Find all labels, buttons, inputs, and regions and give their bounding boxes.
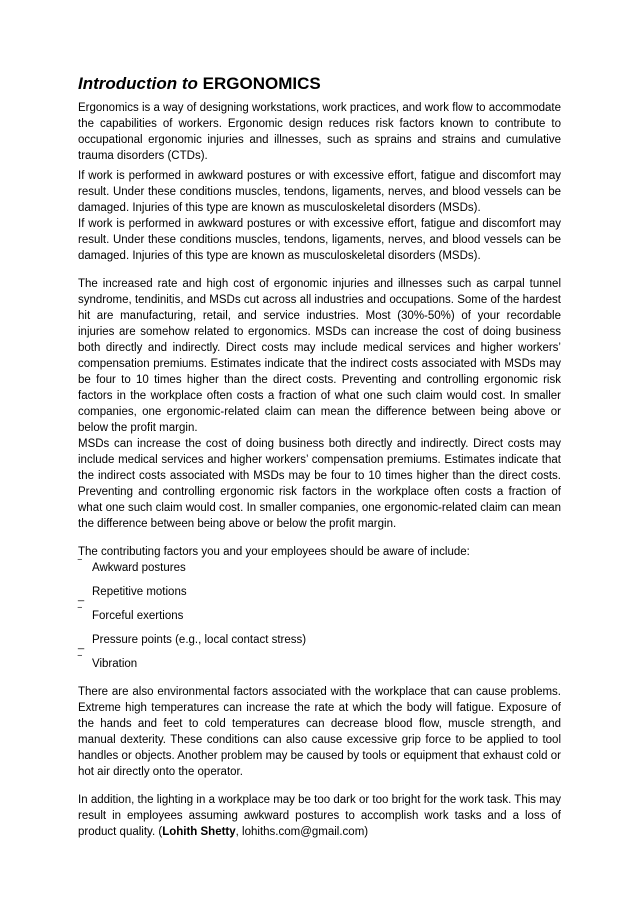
awkward-postures-paragraph-2: If work is performed in awkward postures or with excessive effort, fatigue and discomfort may result. Under these conditions muscles, tendons, ligaments, nerves, and blood vessels can be damaged. Injuries of this type are known as musculoskeletal disorders (MSDs). — [78, 218, 561, 262]
title-main: ERGONOMICS — [202, 74, 321, 93]
factors-list — [78, 560, 561, 672]
bullet-marker: _ — [78, 590, 85, 602]
awkward-postures-paragraph-1: If work is performed in awkward postures or with excessive effort, fatigue and discomfort may result. Under these conditions muscles, tendons, ligaments, nerves, and blood vessels can be damaged. Injuries of this type are known as musculoskeletal disorders (MSDs). — [78, 170, 561, 214]
factor-text: Awkward postures — [92, 562, 186, 574]
costs-paragraph: The increased rate and high cost of ergonomic injuries and illnesses such as carpal tunnel syndrome, tendinitis, and MSDs cut across all industries and occupations. Some of the hardest hit are manufacturing, retail, and service industries. Most (30%-50%) of your recordable injuries are somehow related to ergonomics. MSDs can increase the cost of doing business both directly and indirectly. Direct costs may include medical services and higher workers’ compensation premiums. Estimates indicate that the indirect costs associated with MSDs may be four to 10 times higher than the direct costs. Preventing and controlling ergonomic risk factors in the workplace often costs a fraction of what one such claim would cost. In smaller companies, one ergonomic-related claim can mean the difference between being above or below the profit margin. — [78, 278, 561, 434]
factor-text: Pressure points (e.g., local contact stress) — [92, 634, 307, 646]
list-item — [78, 656, 561, 672]
page-title — [78, 73, 561, 95]
intro-paragraph: Ergonomics is a way of designing workstations, work practices, and work flow to accommodate the capabilities of workers. Ergonomic design reduces risk factors known to contribute to occupational ergonomic injuries and illnesses, such as sprains and strains and cumulative trauma disorders (CTDs). — [78, 102, 561, 162]
list-item — [78, 608, 561, 624]
factor-text: Vibration — [92, 658, 138, 670]
author-contact: , lohiths.com@gmail.com) — [235, 826, 369, 838]
lighting-paragraph — [78, 792, 561, 840]
list-item — [78, 560, 561, 576]
factor-text: Forceful exertions — [92, 610, 184, 622]
bullet-marker: ‾ — [78, 559, 82, 571]
list-item — [78, 632, 561, 648]
lighting-text: In addition, the lighting in a workplace may be too dark or too bright for the work task. This may result in employees assuming awkward postures to accomplish work tasks and a loss of product quality. — [78, 794, 561, 838]
bullet-marker: _ — [78, 638, 85, 650]
msds-paragraph: MSDs can increase the cost of doing business both directly and indirectly. Direct costs may include medical services and higher workers’ compensation premiums. Estimates indicate that the indirect costs associated with MSDs may be four to 10 times higher than the direct costs. Preventing and controlling ergonomic risk factors in the workplace often costs a fraction of what one such claim would cost. In smaller companies, one ergonomic-related claim can mean the difference between being above or below the profit margin. — [78, 438, 561, 530]
bullet-marker: ‾ — [78, 607, 82, 619]
author-name: Lohith Shetty — [162, 826, 236, 838]
factor-text: Repetitive motions — [92, 586, 187, 598]
environment-paragraph: There are also environmental factors associated with the workplace that can cause problems. Extreme high temperatures can increase the rate at which the body will fatigue. Exposure of the hands and feet to cold temperatures can decrease blood flow, muscle strength, and manual dexterity. These conditions can also cause excessive grip force to be applied to tool handles or objects. Another problem may be caused by tools or equipment that exhaust cold or hot air directly onto the operator. — [78, 686, 561, 778]
title-lead: Introduction to — [78, 74, 198, 93]
bullet-marker: ‾ — [78, 655, 82, 667]
factors-intro: The contributing factors you and your employees should be aware of include: — [78, 546, 470, 558]
signature-open: ( — [158, 826, 163, 838]
document-page — [78, 73, 561, 840]
list-item — [78, 584, 561, 600]
